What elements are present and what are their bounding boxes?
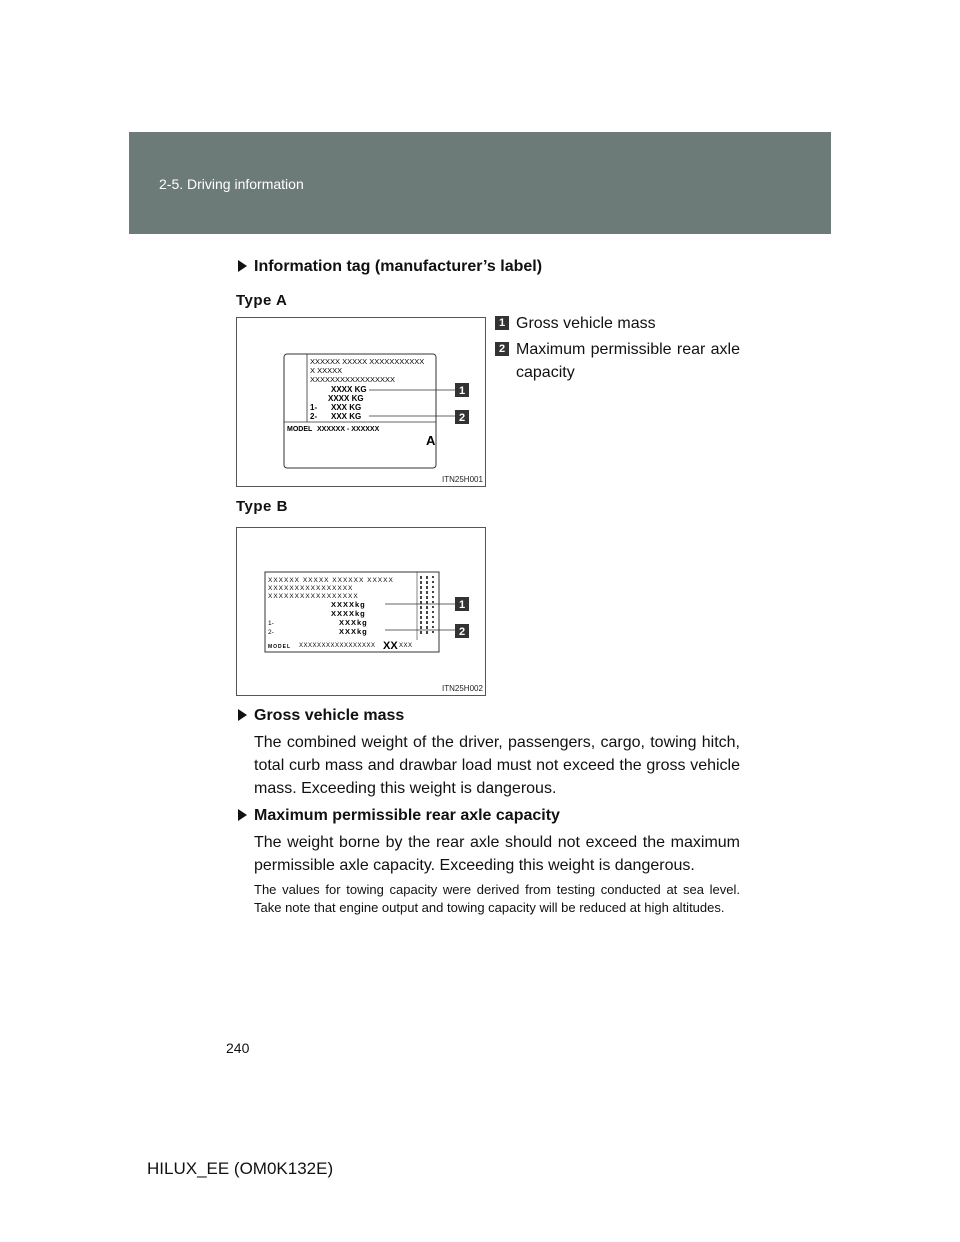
- fig-a-axle-1: XXX KG: [331, 403, 362, 412]
- gross-heading: [238, 707, 404, 725]
- legend-text-2: Maximum permissible rear axle capacity: [516, 341, 740, 381]
- towing-note: The values for towing capacity were derived from testing conducted at sea level. Take note that engine output and towing capacity will be reduced at high altitudes.: [254, 882, 740, 915]
- fig-b-axle-1: XXXkg: [339, 618, 368, 627]
- triangle-bullet-icon: [238, 709, 247, 721]
- fig-a-axle-2-label: 2-: [310, 412, 318, 421]
- fig-a-gross-mass: XXXX KG: [331, 385, 367, 394]
- rear-axle-text: The weight borne by the rear axle should not exceed the maximum permissible axle capacity. Exceeding this weight is dangerous.: [254, 834, 740, 874]
- fig-a-type-letter: A: [426, 433, 436, 448]
- fig-b-callout-1: 1: [458, 599, 466, 611]
- triangle-bullet-icon: [238, 260, 247, 272]
- fig-b-axle-2-label: 2-: [268, 629, 274, 636]
- fig-a-model-label: MODEL: [287, 426, 313, 433]
- fig-a-line-2: X XXXXX: [310, 366, 343, 375]
- fig-a-code: ITN25H001: [442, 475, 483, 484]
- fig-a-axle-1-label: 1-: [310, 403, 318, 412]
- fig-b-line-1: XXXXXX XXXXX XXXXXX XXXXX: [268, 577, 394, 584]
- fig-a-model-value: XXXXXX - XXXXXX: [317, 426, 380, 433]
- triangle-bullet-icon: [238, 809, 247, 821]
- fig-b-line-3: XXXXXXXXXXXXXXXXX: [268, 593, 359, 600]
- fig-a-callout-2: 2: [458, 412, 466, 424]
- info-tag-heading: [238, 258, 542, 276]
- gross-text: The combined weight of the driver, passengers, cargo, towing hitch, total curb mass and drawbar load must not exceed the gross vehicle mass. Exceeding this weight is dangerous.: [254, 734, 740, 797]
- gross-heading-text: Gross vehicle mass: [254, 707, 405, 724]
- figure-type-a: [236, 317, 486, 487]
- page-number: 240: [226, 1040, 250, 1056]
- fig-b-code: ITN25H002: [442, 684, 483, 693]
- fig-b-axle-1-label: 1-: [268, 620, 274, 627]
- figure-type-b: [236, 527, 486, 696]
- fig-b-callout-2: 2: [458, 626, 466, 638]
- footer-model-code: HILUX_EE (OM0K132E): [147, 1159, 334, 1178]
- info-tag-heading-text: Information tag (manufacturer’s label): [254, 258, 543, 275]
- type-b-label: Type B: [236, 498, 288, 515]
- fig-a-axle-2: XXX KG: [331, 412, 362, 421]
- fig-b-gross-mass: XXXXkg: [331, 600, 366, 609]
- fig-a-line-1: XXXXXX XXXXX XXXXXXXXXXX: [310, 357, 425, 366]
- fig-a-callout-1: 1: [458, 385, 466, 397]
- type-a-label: Type A: [236, 292, 288, 309]
- fig-b-model-label: MODEL: [268, 644, 292, 650]
- legend-text-1: Gross vehicle mass: [516, 315, 656, 332]
- fig-b-line-5: XXXXkg: [331, 609, 366, 618]
- rear-axle-heading-text: Maximum permissible rear axle capacity: [254, 807, 560, 824]
- fig-a-line-5: XXXX KG: [328, 394, 364, 403]
- label-diagram-a: [237, 318, 485, 486]
- section-title: 2-5. Driving information: [159, 176, 304, 192]
- fig-b-line-2: XXXXXXXXXXXXXXXX: [268, 585, 354, 592]
- fig-a-line-3: XXXXXXXXXXXXXXXXX: [310, 375, 396, 384]
- fig-b-type-letters: XX: [383, 640, 398, 652]
- fig-b-model-value: XXXXXXXXXXXXXXXXX: [299, 643, 376, 649]
- legend-num-1: 1: [495, 316, 509, 330]
- label-diagram-b: [237, 528, 485, 695]
- legend-num-2: 2: [495, 342, 509, 356]
- fig-b-axle-2: XXXkg: [339, 627, 368, 636]
- fig-b-model-suffix: XXX: [399, 643, 413, 649]
- rear-axle-heading: [238, 807, 560, 825]
